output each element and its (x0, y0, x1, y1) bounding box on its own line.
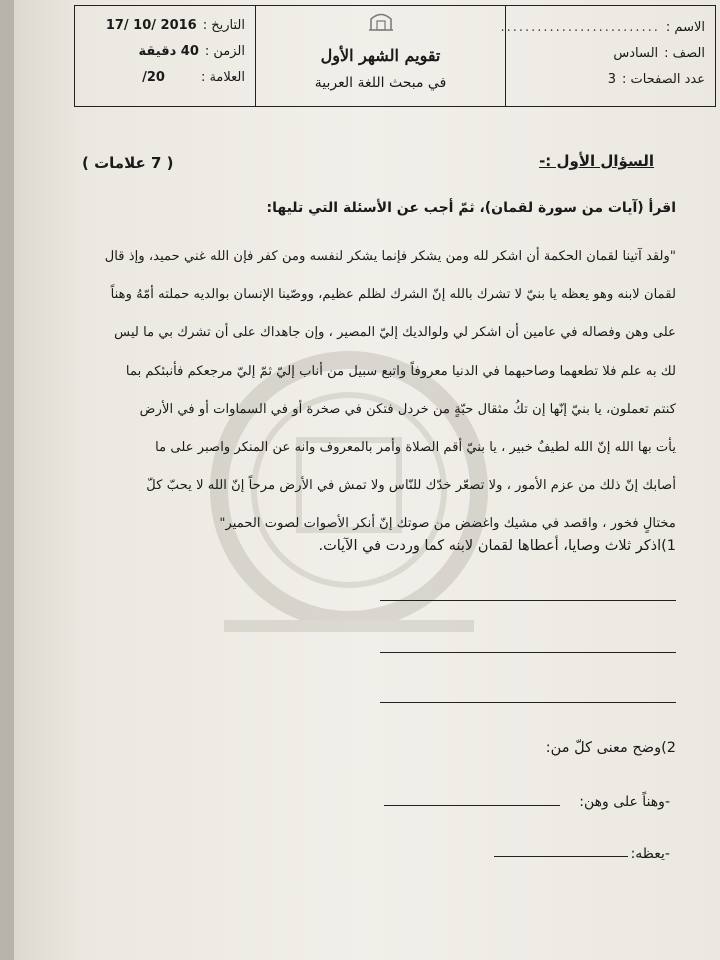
mark-label: العلامة : (200, 69, 245, 85)
date-label: التاريخ : (202, 17, 245, 33)
passage-line: يأت بها الله إنّ الله لطيفٌ خبير ، يا بنيّ أقم الصلاة وأمر بالمعروف وانه عن المنكر واصبر على ما (155, 440, 676, 456)
exam-meta (75, 6, 255, 106)
pages-label: عدد الصفحات : (621, 71, 705, 87)
exam-subject: في مبحث اللغة العربية (314, 75, 447, 91)
passage-line: مختالٍ فخور ، واقصد في مشيك واغضض من صوتك إنّ أنكر الأصوات لصوت الحمير" (219, 516, 676, 532)
question-item-2: 2)وضح معنى كلّ من: (545, 740, 676, 756)
answer-line-2[interactable] (380, 652, 676, 653)
answer-line-3[interactable] (380, 702, 676, 703)
vocab-term-1: -وهناً على وهن: (579, 794, 670, 810)
exam-header (74, 5, 716, 107)
exam-paper (14, 0, 720, 960)
answer-line-1[interactable] (380, 600, 676, 601)
question-one-heading: السؤال الأول :- (539, 152, 654, 170)
time-value: 40 دقيقة (138, 43, 199, 59)
passage-line: كنتم تعملون، يا بنيّ إنّها إن تكُ مثقال حبّةٍ من خردل فتكن في صخرة أو في السماوات أو في الأرض (139, 401, 676, 417)
question-instruction: اقرأ (آيات من سورة لقمان)، ثمّ أجب عن الأسئلة التي تليها: (266, 200, 676, 216)
vocab-item-1 (579, 794, 670, 810)
name-label: الاسم : (665, 19, 705, 35)
passage-line: لك به علم فلا تطعهما وصاحبهما في الدنيا معروفاً واتبع سبيل من أناب إليّ ثمّ إليّ مرجعكم فأنبئكم بما (125, 363, 676, 379)
vocab-answer-line-2[interactable] (494, 856, 628, 857)
pages-value: 3 (607, 71, 616, 87)
mark-value: /20 (142, 69, 165, 85)
vocab-term-2: -يعظه: (630, 846, 670, 862)
passage-line: "ولقد آتينا لقمان الحكمة أن اشكر لله ومن يشكر فإنما يشكر لنفسه ومن كفر فإن الله غني حميد، وإذ قال (104, 249, 676, 264)
question-item-1: 1)اذكر ثلاث وصايا، أعطاها لقمان لابنه كما وردت في الآيات. (318, 538, 676, 554)
exam-title-block (255, 6, 505, 106)
class-value: السادس (613, 45, 659, 61)
passage-line: أصابك إنّ ذلك من عزم الأمور ، ولا تصعّر خدّك للنّاس ولا تمش في الأرض مرحاً إنّ الله لا يحبّ كلّ (146, 478, 676, 494)
exam-title: تقويم الشهر الأول (320, 46, 441, 65)
class-label: الصف : (664, 45, 705, 61)
time-label: الزمن : (204, 43, 245, 59)
quran-passage (56, 238, 676, 544)
student-info (500, 6, 715, 106)
date-value: 17/ 10/ 2016 (105, 17, 197, 33)
vocab-answer-line-1[interactable] (384, 805, 560, 806)
question-one-marks: ( 7 علامات ) (82, 154, 174, 172)
name-field[interactable]: .......................... (500, 19, 660, 35)
passage-line: لقمان لابنه وهو يعظه يا بنيّ لا تشرك بالله إنّ الشرك لظلم عظيم، ووصّينا الإنسان بوالديه حملته أمّهُ وهناً (110, 287, 676, 303)
vocab-item-2 (631, 846, 670, 862)
school-logo-icon (368, 10, 394, 32)
passage-line: على وهن وفصاله في عامين أن اشكر لي ولوالديك إليّ المصير ، وإن جاهداك على أن تشرك بي ما ليس (114, 325, 676, 341)
